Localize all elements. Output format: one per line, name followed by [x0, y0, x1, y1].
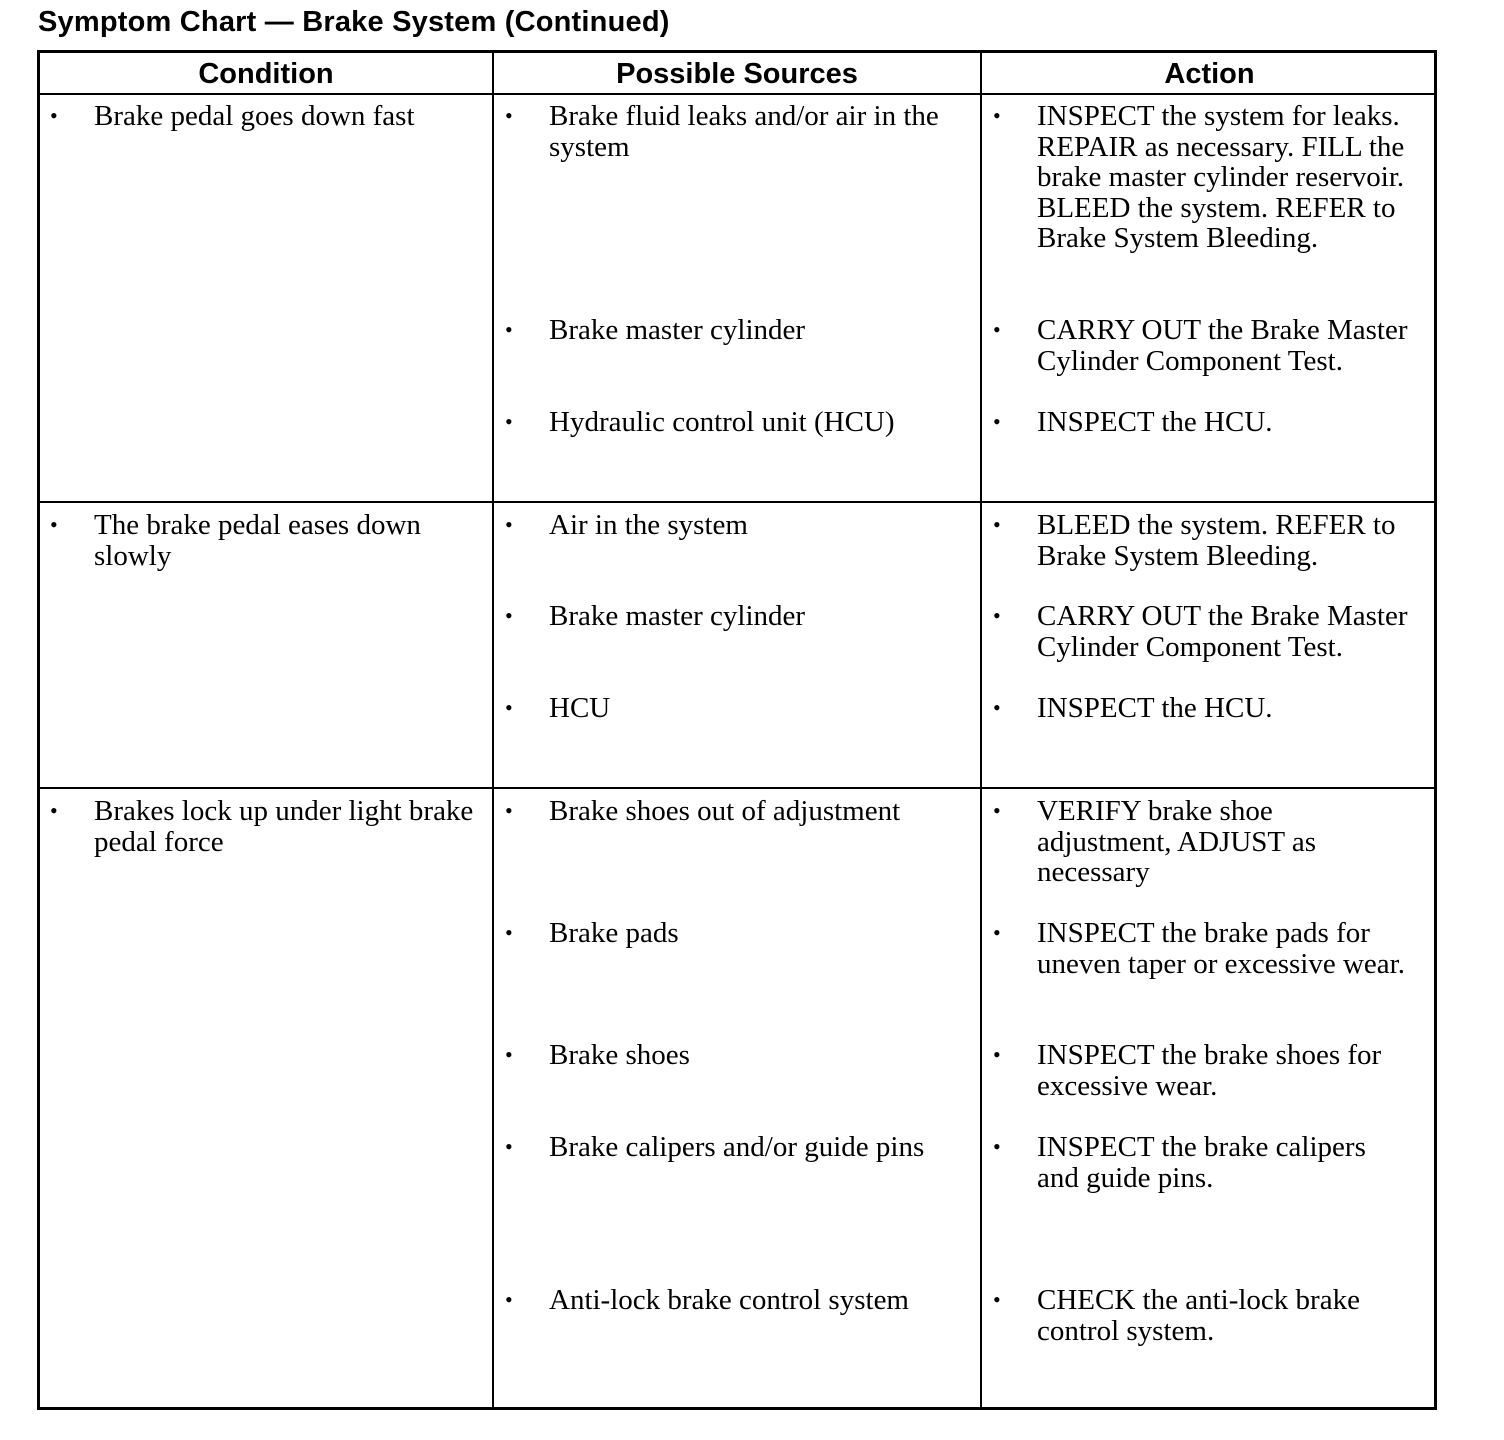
action-item — [993, 406, 1412, 438]
source-text: Brake calipers and/or guide pins — [549, 1131, 925, 1163]
action-item — [993, 917, 1412, 980]
action-item — [993, 795, 1412, 888]
header-possible-sources: Possible Sources — [616, 58, 858, 90]
source-text: Air in the system — [549, 509, 748, 541]
source-item — [505, 795, 949, 827]
action-text: INSPECT the system for leaks. REPAIR as necessary. FILL the brake master cylinder reservoir. BLEED the system. REFER to Brake System Bleeding. — [1037, 100, 1405, 254]
row-divider — [40, 501, 1434, 503]
source-text: Anti-lock brake control system — [549, 1284, 909, 1316]
source-item — [505, 600, 949, 632]
source-item — [505, 1284, 949, 1316]
symptom-table — [37, 50, 1437, 1410]
source-item — [505, 314, 949, 346]
source-item — [505, 1131, 949, 1163]
bullet: • — [505, 512, 513, 537]
source-item — [505, 406, 949, 438]
source-text: Brake master cylinder — [549, 314, 806, 346]
bullet: • — [50, 103, 58, 128]
bullet: • — [993, 1134, 1001, 1159]
header-action: Action — [1164, 58, 1255, 90]
bullet: • — [505, 1134, 513, 1159]
condition-cell — [50, 100, 474, 132]
source-text: Brake fluid leaks and/or air in the system — [549, 100, 939, 163]
source-text: Hydraulic control unit (HCU) — [549, 406, 895, 438]
condition-cell — [50, 509, 474, 572]
action-text: CARRY OUT the Brake Master Cylinder Component Test. — [1037, 314, 1408, 377]
header-condition: Condition — [198, 58, 334, 90]
action-item — [993, 1131, 1412, 1194]
action-item — [993, 314, 1412, 377]
action-text: INSPECT the brake pads for uneven taper or excessive wear. — [1037, 917, 1405, 980]
action-item — [993, 1284, 1412, 1347]
bullet: • — [993, 409, 1001, 434]
source-text: Brake shoes out of adjustment — [549, 795, 901, 827]
bullet: • — [993, 103, 1001, 128]
action-item — [993, 692, 1412, 724]
bullet: • — [505, 1042, 513, 1067]
action-item — [993, 509, 1412, 572]
column-divider — [980, 53, 982, 1407]
condition-text: The brake pedal eases down slowly — [94, 509, 421, 572]
bullet: • — [505, 603, 513, 628]
source-text: Brake shoes — [549, 1039, 690, 1071]
action-text: VERIFY brake shoe adjustment, ADJUST as necessary — [1037, 795, 1316, 888]
bullet: • — [993, 512, 1001, 537]
bullet: • — [505, 1287, 513, 1312]
bullet: • — [993, 695, 1001, 720]
bullet: • — [993, 317, 1001, 342]
action-text: CHECK the anti-lock brake control system. — [1037, 1284, 1360, 1347]
page-title: Symptom Chart — Brake System (Continued) — [38, 6, 670, 38]
action-text: BLEED the system. REFER to Brake System Bleeding. — [1037, 509, 1396, 572]
bullet: • — [993, 920, 1001, 945]
action-text: INSPECT the HCU. — [1037, 406, 1273, 438]
bullet: • — [505, 103, 513, 128]
source-item — [505, 509, 949, 541]
bullet: • — [505, 798, 513, 823]
condition-text: Brakes lock up under light brake pedal force — [94, 795, 474, 858]
source-item — [505, 692, 949, 724]
action-text: CARRY OUT the Brake Master Cylinder Component Test. — [1037, 600, 1408, 663]
source-text: HCU — [549, 692, 611, 724]
bullet: • — [50, 798, 58, 823]
bullet: • — [993, 603, 1001, 628]
bullet: • — [505, 695, 513, 720]
bullet: • — [993, 1287, 1001, 1312]
bullet: • — [993, 798, 1001, 823]
bullet: • — [993, 1042, 1001, 1067]
action-text: INSPECT the HCU. — [1037, 692, 1273, 724]
bullet: • — [50, 512, 58, 537]
row-divider — [40, 787, 1434, 789]
source-item — [505, 917, 949, 949]
bullet: • — [505, 317, 513, 342]
action-text: INSPECT the brake calipers and guide pins. — [1037, 1131, 1366, 1194]
bullet: • — [505, 920, 513, 945]
action-item — [993, 600, 1412, 663]
action-item — [993, 100, 1412, 254]
condition-cell — [50, 795, 474, 858]
action-text: INSPECT the brake shoes for excessive wear. — [1037, 1039, 1382, 1102]
source-text: Brake pads — [549, 917, 679, 949]
bullet: • — [505, 409, 513, 434]
condition-text: Brake pedal goes down fast — [94, 100, 415, 132]
column-divider — [492, 53, 494, 1407]
source-item — [505, 100, 949, 163]
action-item — [993, 1039, 1422, 1102]
source-item — [505, 1039, 949, 1071]
source-text: Brake master cylinder — [549, 600, 806, 632]
